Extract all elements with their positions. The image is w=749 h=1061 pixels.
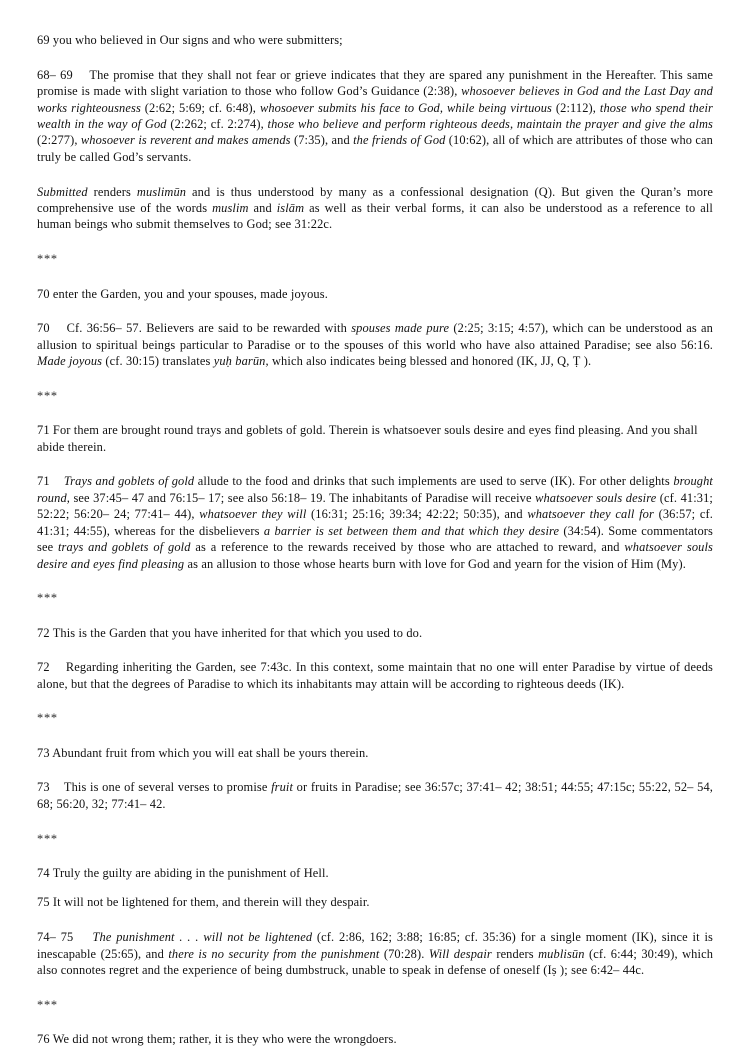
- divider-4: ***: [37, 711, 58, 726]
- commentary-71: 71 Trays and goblets of gold allude to the food and drinks that such implements are used to serve (IK). For other delights brought round, see 37:45– 47 and 76:15– 17; see also 56:18– 19. The inhabitants of Paradise will receive whatsoever souls desire (cf. 41:31; 52:22; 56:20– 24; 77:41– 44), whatsoever they will (16:31; 25:16; 39:34; 42:22; 50:35), and whatsoever they call for (36:57; cf. 41:31; 44:55), whereas for the disbelievers a barrier is set between them and that which they desire (34:54). Some commentators see trays and goblets of gold as a reference to the rewards received by those who are attached to reward, and whatsoever souls desire and eyes find pleasing as an allusion to those whose hearts burn with love for God and yearn for the vision of Him (My).: [37, 474, 713, 571]
- commentary-72: 72 Regarding inheriting the Garden, see 7:43c. In this context, some maintain that no one will enter Paradise by virtue of deeds alone, but that the degrees of Paradise to which its inhabitants may attain will be according to righteous deeds (IK).: [37, 660, 713, 691]
- commentary-submitted: Submitted renders muslimūn and is thus understood by many as a confessional designation (Q). But given the Quran’s more comprehensive use of the words muslim and islām as well as their verbal forms, it can also be understood as a reference to all human beings who submit themselves to God; see 31:22c.: [37, 184, 714, 232]
- verse-71: 71 For them are brought round trays and goblets of gold. Therein is whatsoever souls desire and eyes find pleasing. And you shall abide therein.: [37, 423, 698, 454]
- verse-72: 72 This is the Garden that you have inherited for that which you used to do.: [37, 625, 423, 640]
- verse-69: 69 you who believed in Our signs and who were submitters;: [37, 33, 343, 47]
- verse-74: 74 Truly the guilty are abiding in the punishment of Hell.: [37, 866, 329, 881]
- verse-75: 75 It will not be lightened for them, and therein will they despair.: [37, 895, 370, 910]
- divider-5: ***: [37, 831, 58, 846]
- commentary-74-75: 74– 75 The punishment . . . will not be lightened (cf. 2:86, 162; 3:88; 16:85; cf. 35:36) for a single moment (IK), since it is inescapable (25:65), and there is no security from the punishment (70:28). Will despair renders mublisūn (cf. 6:44; 30:49), which also connotes regret and the experience of being dumbstruck, unable to speak in defense of oneself (Iṣ ); see 6:42– 44c.: [37, 930, 714, 978]
- verse-70: 70 enter the Garden, you and your spouses, made joyous.: [37, 286, 328, 301]
- divider-1: ***: [37, 252, 58, 267]
- verse-76: 76 We did not wrong them; rather, it is they who were the wrongdoers.: [37, 1032, 397, 1047]
- divider-2: ***: [37, 388, 58, 403]
- divider-6: ***: [37, 997, 58, 1012]
- commentary-70: 70 Cf. 36:56– 57. Believers are said to be rewarded with spouses made pure (2:25; 3:15; 4:57), which can be understood as an allusion to spiritual beings particular to Paradise or to the spouses of this world who have also attained Paradise; see also 56:16. Made joyous (cf. 30:15) translates yuḥ barūn, which also indicates being blessed and honored (IK, JJ, Q, Ṭ ).: [37, 321, 713, 369]
- commentary-68-69: 68– 69 The promise that they shall not fear or grieve indicates that they are spared any punishment in the Hereafter. This same promise is made with slight variation to those who follow God’s Guidance (2:38), whosoever believes in God and the Last Day and works righteousness (2:62; 5:69; cf. 6:48), whosoever submits his face to God, while being virtuous (2:112), those who spend their wealth in the way of God (2:262; cf. 2:274), those who believe and perform righteous deeds, maintain the prayer and give the alms (2:277), whosoever is reverent and makes amends (7:35), and the friends of God (10:62), all of which are attributes of those who can truly be called God’s servants.: [37, 67, 713, 164]
- commentary-73: 73 This is one of several verses to promise fruit or fruits in Paradise; see 36:57c; 37:41– 42; 38:51; 44:55; 47:15c; 55:22, 52– 54, 68; 56:20, 32; 77:41– 42.: [37, 780, 713, 811]
- page-content: [37, 32, 713, 1061]
- verse-73: 73 Abundant fruit from which you will eat shall be yours therein.: [37, 745, 369, 760]
- divider-3: ***: [37, 591, 58, 606]
